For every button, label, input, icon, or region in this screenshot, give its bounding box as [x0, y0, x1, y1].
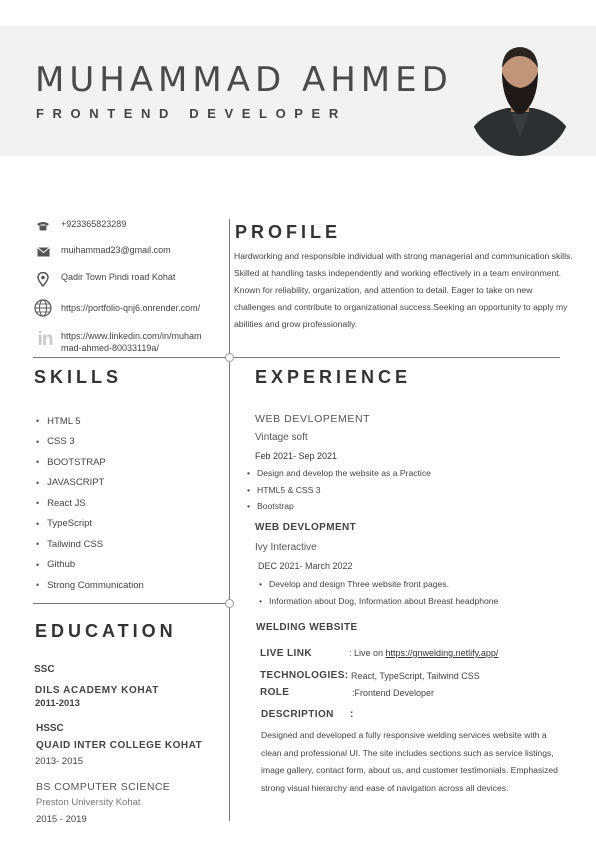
- contact-phone: [34, 219, 126, 233]
- skill-item: • Strong Communication: [36, 575, 144, 596]
- job2-bullet: • Develop and design Three website front pages.: [259, 579, 449, 589]
- candidate-name: MUHAMMAD AHMED: [35, 60, 453, 100]
- job1-title: WEB DEVLOPEMENT: [255, 413, 371, 425]
- hssc-label: HSSC: [36, 723, 64, 734]
- job1-dates: Feb 2021- Sep 2021: [255, 451, 338, 461]
- mail-icon: [34, 245, 52, 259]
- skill-item: • CSS 3: [36, 432, 144, 453]
- job1-bullet: • Design and develop the website as a Practice: [247, 468, 431, 478]
- profile-photo: [469, 42, 571, 156]
- column-divider: [229, 219, 230, 821]
- skill-item: • React JS: [36, 493, 144, 514]
- skills-divider: [33, 603, 229, 604]
- live-link-url[interactable]: https://gnwelding.netlify.app/: [385, 648, 499, 658]
- phone-icon: [34, 219, 52, 233]
- project-title: WELDING WEBSITE: [256, 622, 358, 633]
- role-label: ROLE: [260, 687, 290, 698]
- experience-heading: EXPERIENCE: [255, 367, 412, 387]
- skill-item: • TypeScript: [36, 514, 144, 535]
- contact-email: [34, 245, 171, 259]
- ssc-label: SSC: [34, 664, 55, 675]
- job2-dates: DEC 2021- March 2022: [258, 561, 353, 571]
- email-address[interactable]: muihammad23@gmail.com: [61, 245, 171, 255]
- portfolio-link[interactable]: https://portfolio-qnj6.onrender.com/: [61, 303, 201, 313]
- contact-portfolio: [34, 301, 200, 315]
- job1-bullet: • Bootstrap: [247, 501, 294, 511]
- candidate-title: FRONTEND DEVELOPER: [36, 106, 347, 121]
- hssc-years: 2013- 2015: [35, 756, 84, 767]
- profile-heading: PROFILE: [235, 222, 342, 242]
- skill-item: • JAVASCRIPT: [36, 473, 144, 494]
- contact-address: [34, 272, 175, 286]
- skill-item: • BOOTSTRAP: [36, 452, 144, 473]
- skill-item: • Tailwind CSS: [36, 534, 144, 555]
- job1-company: Vintage soft: [255, 432, 308, 443]
- live-link-label: LIVE LINK: [260, 648, 312, 659]
- address-text: Qadir Town Pindi road Kohat: [61, 272, 176, 282]
- skill-item: • Github: [36, 555, 144, 576]
- location-pin-icon: [34, 272, 52, 286]
- description-colon: :: [350, 709, 354, 720]
- bs-years: 2015 - 2019: [36, 814, 87, 825]
- profile-text: Hardworking and responsible individual with strong managerial and communication skills. Skilled at handling tasks independently and working effectively in a team environment. Known for reliability, organization, and attention to detail. Eager to take on new challenges and contribute to organizational success.Seeking an opportunity to apply my abilities and grow professionally.: [234, 251, 573, 329]
- ssc-school: DILS ACADEMY KOHAT: [35, 685, 159, 696]
- divider-dot: [225, 599, 234, 608]
- technologies-value: React, TypeScript, Tailwind CSS: [351, 671, 480, 681]
- bs-school: Preston University Kohat: [36, 797, 141, 808]
- live-link-row: : Live on https://gnwelding.netlify.app/: [349, 648, 499, 658]
- contact-linkedin: [34, 330, 202, 354]
- ssc-years: 2011-2013: [35, 698, 80, 709]
- job2-title: WEB DEVLOPMENT: [255, 522, 357, 533]
- role-value: :Frontend Developer: [352, 688, 435, 698]
- phone-number[interactable]: +923365823289: [61, 219, 127, 229]
- description-label: DESCRIPTION: [261, 709, 334, 720]
- globe-icon: [34, 301, 52, 315]
- project-description: Designed and developed a fully responsive welding services website with a clean and professional UI. The site includes sections such as service listings, image gallery, contact form, about us, and customer testimonials. Emphasized strong visual hierarchy and ease of navigation across all devices.: [261, 730, 558, 793]
- divider-dot: [225, 353, 234, 362]
- hssc-school: QUAID INTER COLLEGE KOHAT: [36, 740, 203, 751]
- job2-bullet: • Information about Dog, Information about Breast headphone: [259, 596, 498, 606]
- technologies-label: TECHNOLOGIES:: [260, 670, 349, 681]
- job1-bullet: • HTML5 & CSS 3: [247, 485, 321, 495]
- linkedin-link[interactable]: https://www.linkedin.com/in/muham mad-ahmed-80033119a/: [61, 331, 202, 353]
- profile-divider: [33, 357, 560, 358]
- education-heading: EDUCATION: [35, 621, 177, 641]
- bs-label: BS COMPUTER SCIENCE: [36, 781, 171, 793]
- skills-heading: SKILLS: [34, 367, 123, 387]
- job2-company: Ivy Interactive: [255, 542, 317, 553]
- skills-list: [36, 411, 144, 596]
- linkedin-icon: in: [37, 329, 53, 350]
- skill-item: • HTML 5: [36, 411, 144, 432]
